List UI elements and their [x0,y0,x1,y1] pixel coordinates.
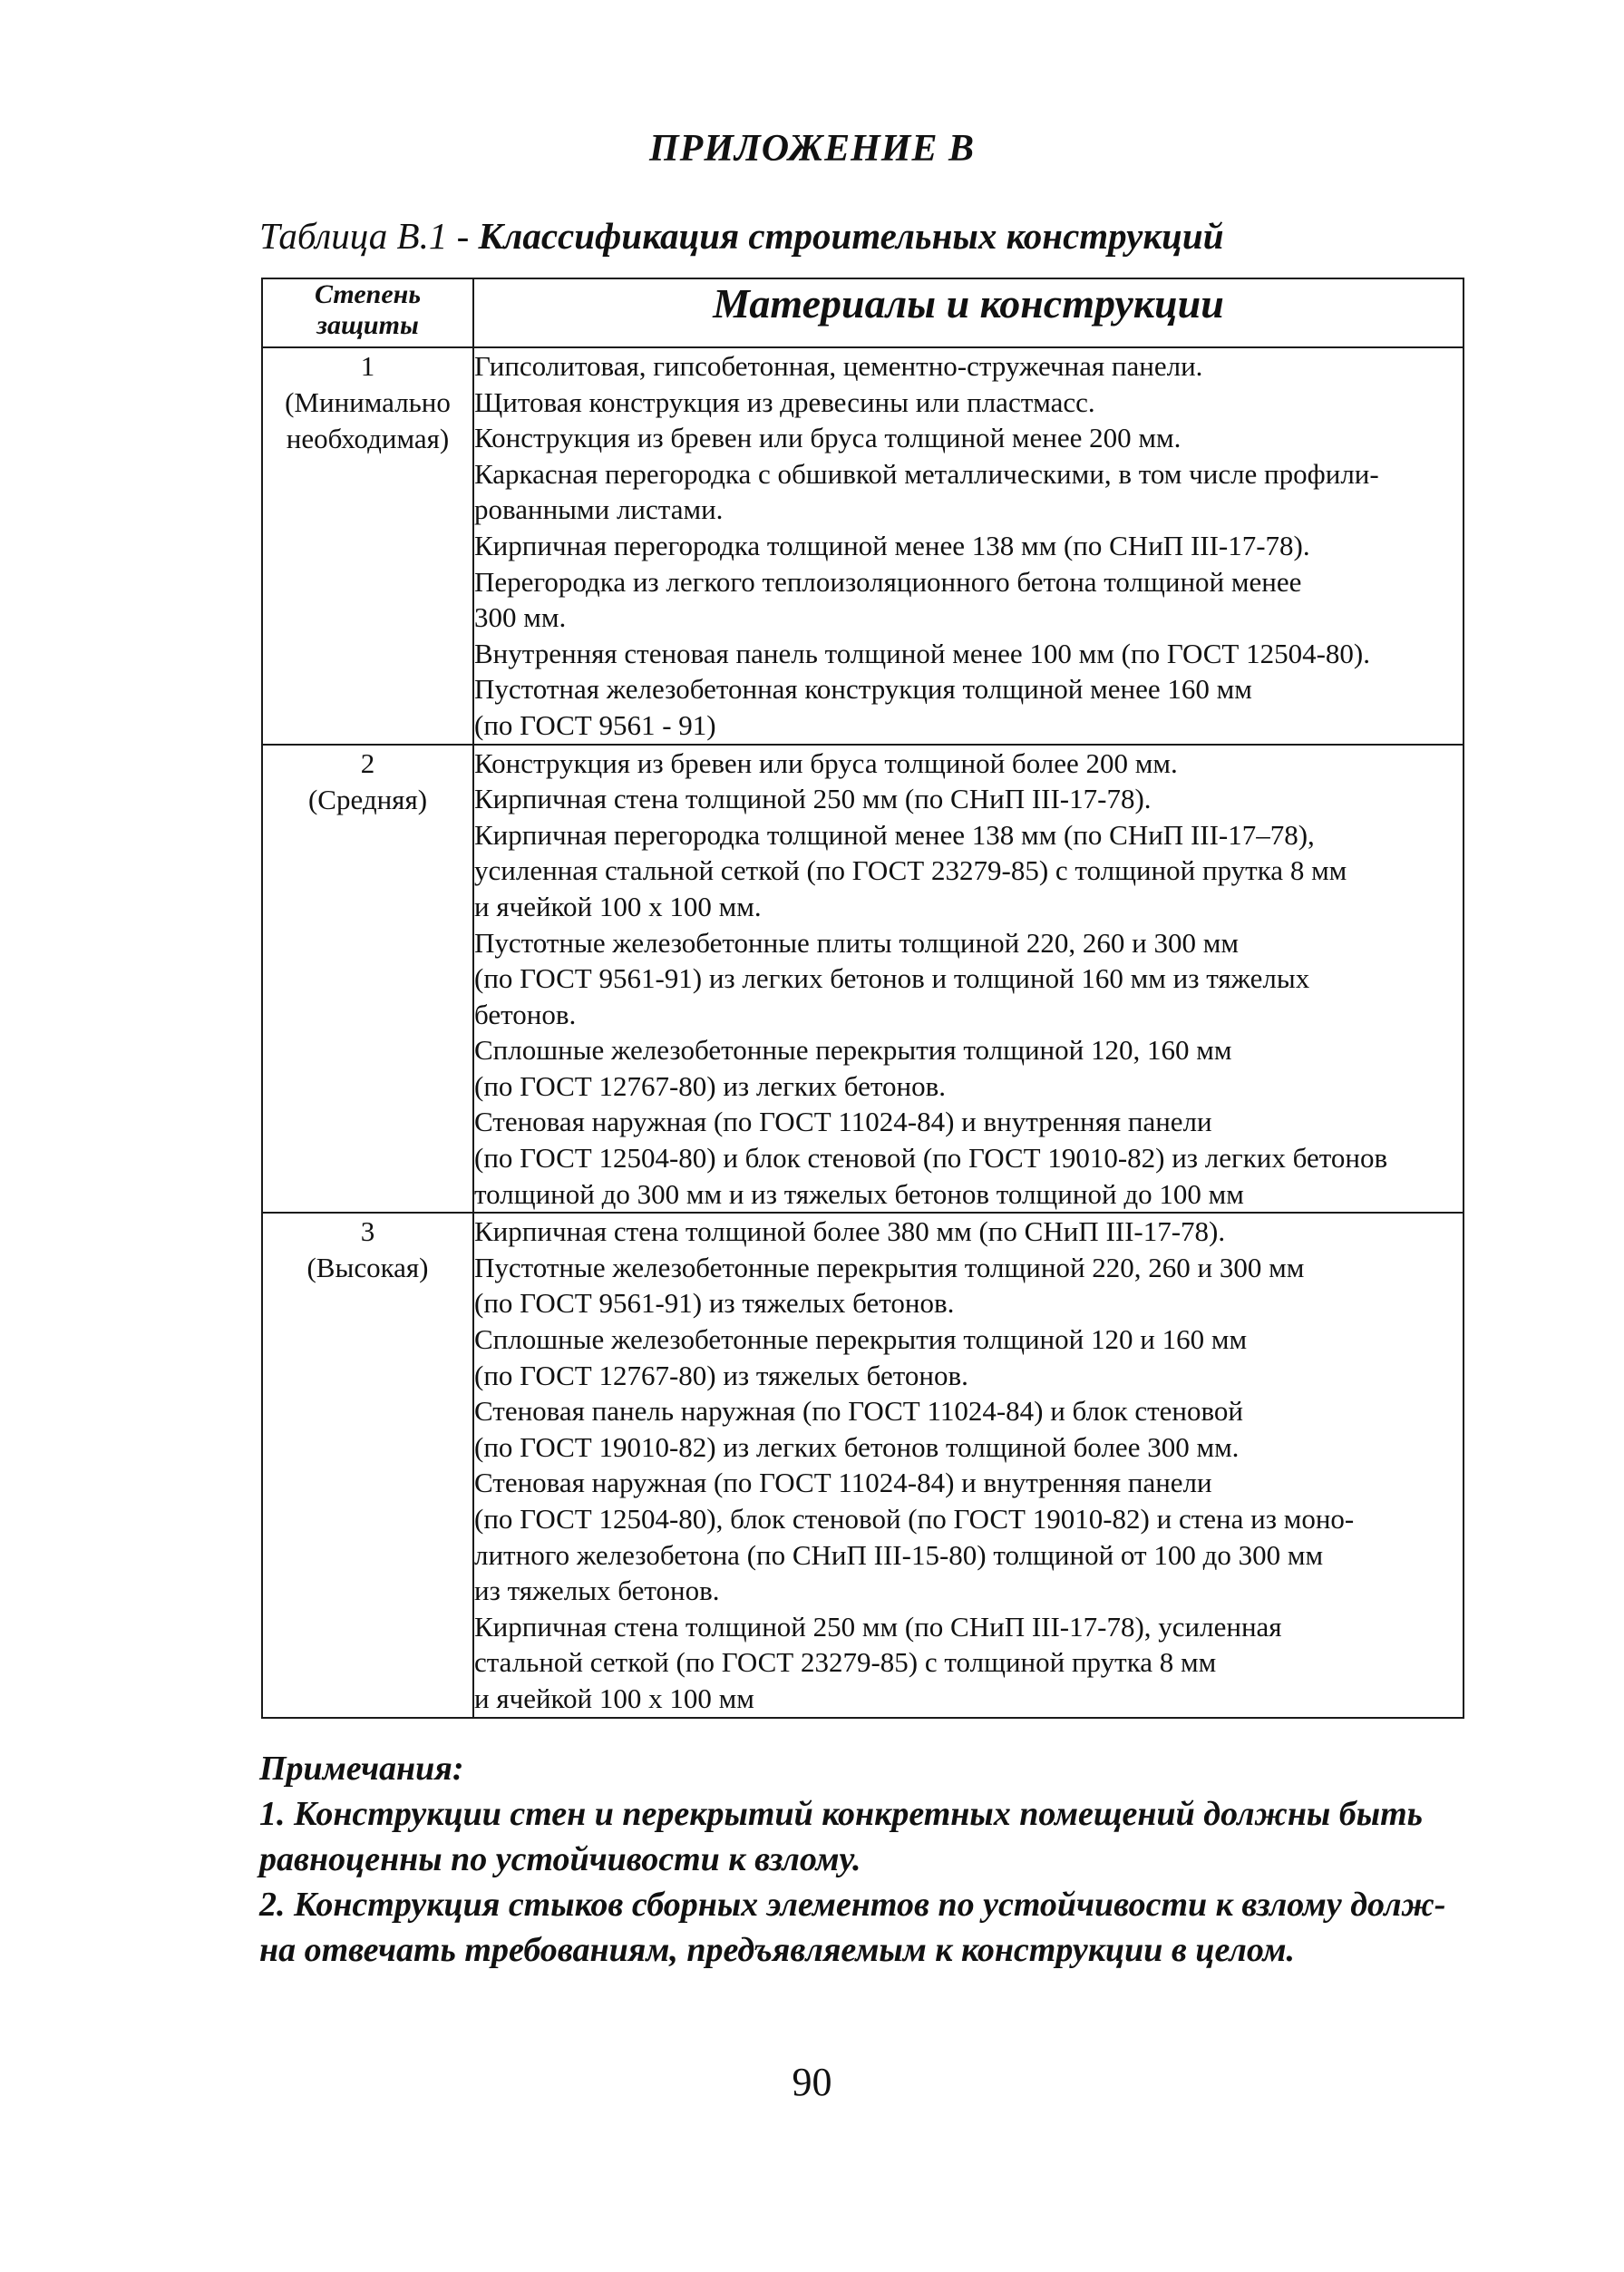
degree-number: 2 [360,746,375,779]
material-line: Кирпичная стена толщиной более 380 мм (по СНиП III-17-78). [474,1215,1226,1248]
table-row [262,745,1464,1214]
material-line: Пустотные железобетонные плиты толщиной 220, 260 и 300 мм [474,926,1240,959]
degree-number: 3 [360,1215,375,1248]
materials-cell [473,745,1464,1214]
degree-cell [262,1213,473,1717]
materials-cell [473,1213,1464,1717]
material-line: (по ГОСТ 12767-80) из легких бетонов. [474,1069,947,1102]
material-line: Стеновая наружная (по ГОСТ 11024-84) и внутренняя панели [474,1106,1212,1138]
note-line: равноценны по устойчивости к взлому. [259,1840,861,1878]
material-line: Конструкция из бревен или бруса толщиной более 200 мм. [474,746,1178,779]
material-line: Перегородка из легкого теплоизоляционного бетона толщиной менее [474,565,1302,598]
degree-name: (Минимально необходимая) [285,386,451,454]
material-line: (по ГОСТ 19010-82) из легких бетонов толщиной более 300 мм. [474,1430,1240,1463]
degree-name: (Высокая) [306,1252,429,1284]
material-line: литного железобетона (по СНиП III-15-80) толщиной от 100 до 300 мм [474,1538,1324,1571]
material-line: Кирпичная стена толщиной 250 мм (по СНиП III-17-78), усиленная [474,1610,1282,1643]
material-line: (по ГОСТ 12767-80) из тяжелых бетонов. [474,1359,968,1391]
note-line: 2. Конструкция стыков сборных элементов по устойчивости к взлому долж- [259,1886,1446,1924]
material-line: Кирпичная перегородка толщиной менее 138 мм (по СНиП III-17–78), [474,818,1315,851]
material-line: Стеновая наружная (по ГОСТ 11024-84) и внутренняя панели [474,1467,1212,1499]
note-line: 1. Конструкции стен и перекрытий конкретных помещений должны быть [259,1795,1424,1833]
material-line: и ячейкой 100 х 100 мм [474,1682,754,1714]
degree-number: 1 [360,350,375,382]
note-line: на отвечать требованиям, предъявляемым к конструкции в целом. [259,1931,1295,1969]
material-line: из тяжелых бетонов. [474,1575,720,1607]
material-line: Гипсолитовая, гипсобетонная, цементно-стружечная панели. [474,350,1203,382]
material-line: рованными листами. [474,493,724,526]
material-line: Сплошные железобетонные перекрытия толщиной 120, 160 мм [474,1034,1232,1067]
table-header-row [262,278,1464,347]
notes-title: Примечания: [259,1750,464,1788]
material-line: Внутренняя стеновая панель толщиной менее 100 мм (по ГОСТ 12504-80). [474,637,1371,669]
material-line: Щитовая конструкция из древесины или пластмасс. [474,385,1095,418]
table-row [262,347,1464,745]
material-line: Каркасная перегородка с обшивкой металлическими, в том числе профили- [474,457,1379,490]
notes-section [259,1746,1465,1973]
material-line: (по ГОСТ 9561 - 91) [474,708,716,741]
material-line: Пустотная железобетонная конструкция толщиной менее 160 мм [474,673,1252,706]
table-row [262,1213,1464,1717]
material-line: Конструкция из бревен или бруса толщиной менее 200 мм. [474,422,1182,454]
table-caption-title: Классификация строительных конструкций [478,215,1224,257]
material-line: (по ГОСТ 9561-91) из тяжелых бетонов. [474,1287,955,1320]
table-caption-label: Таблица В.1 - [259,215,479,257]
material-line: Стеновая панель наружная (по ГОСТ 11024-84) и блок стеновой [474,1395,1244,1428]
header-materials: Материалы и конструкции [473,278,1464,347]
material-line: Пустотные железобетонные перекрытия толщиной 220, 260 и 300 мм [474,1251,1305,1283]
materials-cell [473,347,1464,745]
degree-cell [262,745,473,1214]
page-number: 90 [792,2060,832,2104]
material-line: Кирпичная перегородка толщиной менее 138 мм (по СНиП III-17-78). [474,529,1310,561]
classification-table [261,278,1464,1719]
degree-cell [262,347,473,745]
header-protection-degree: Степень защиты [262,278,473,347]
material-line: Кирпичная стена толщиной 250 мм (по СНиП III-17-78). [474,783,1152,815]
material-line: 300 мм. [474,601,567,634]
material-line: Сплошные железобетонные перекрытия толщиной 120 и 160 мм [474,1323,1248,1356]
material-line: толщиной до 300 мм и из тяжелых бетонов толщиной до 100 мм [474,1177,1244,1210]
table-caption [259,214,1529,258]
material-line: стальной сеткой (по ГОСТ 23279-85) с толщиной прутка 8 мм [474,1646,1217,1679]
material-line: усиленная стальной сеткой (по ГОСТ 23279-85) с толщиной прутка 8 мм [474,854,1347,887]
degree-name: (Средняя) [307,783,428,815]
material-line: (по ГОСТ 9561-91) из легких бетонов и толщиной 160 мм из тяжелых [474,962,1310,995]
appendix-title: ПРИЛОЖЕНИЕ В [649,128,975,170]
material-line: и ячейкой 100 х 100 мм. [474,890,762,922]
material-line: бетонов. [474,998,577,1030]
material-line: (по ГОСТ 12504-80), блок стеновой (по ГОСТ 19010-82) и стена из моно- [474,1503,1355,1535]
material-line: (по ГОСТ 12504-80) и блок стеновой (по ГОСТ 19010-82) из легких бетонов [474,1142,1388,1175]
